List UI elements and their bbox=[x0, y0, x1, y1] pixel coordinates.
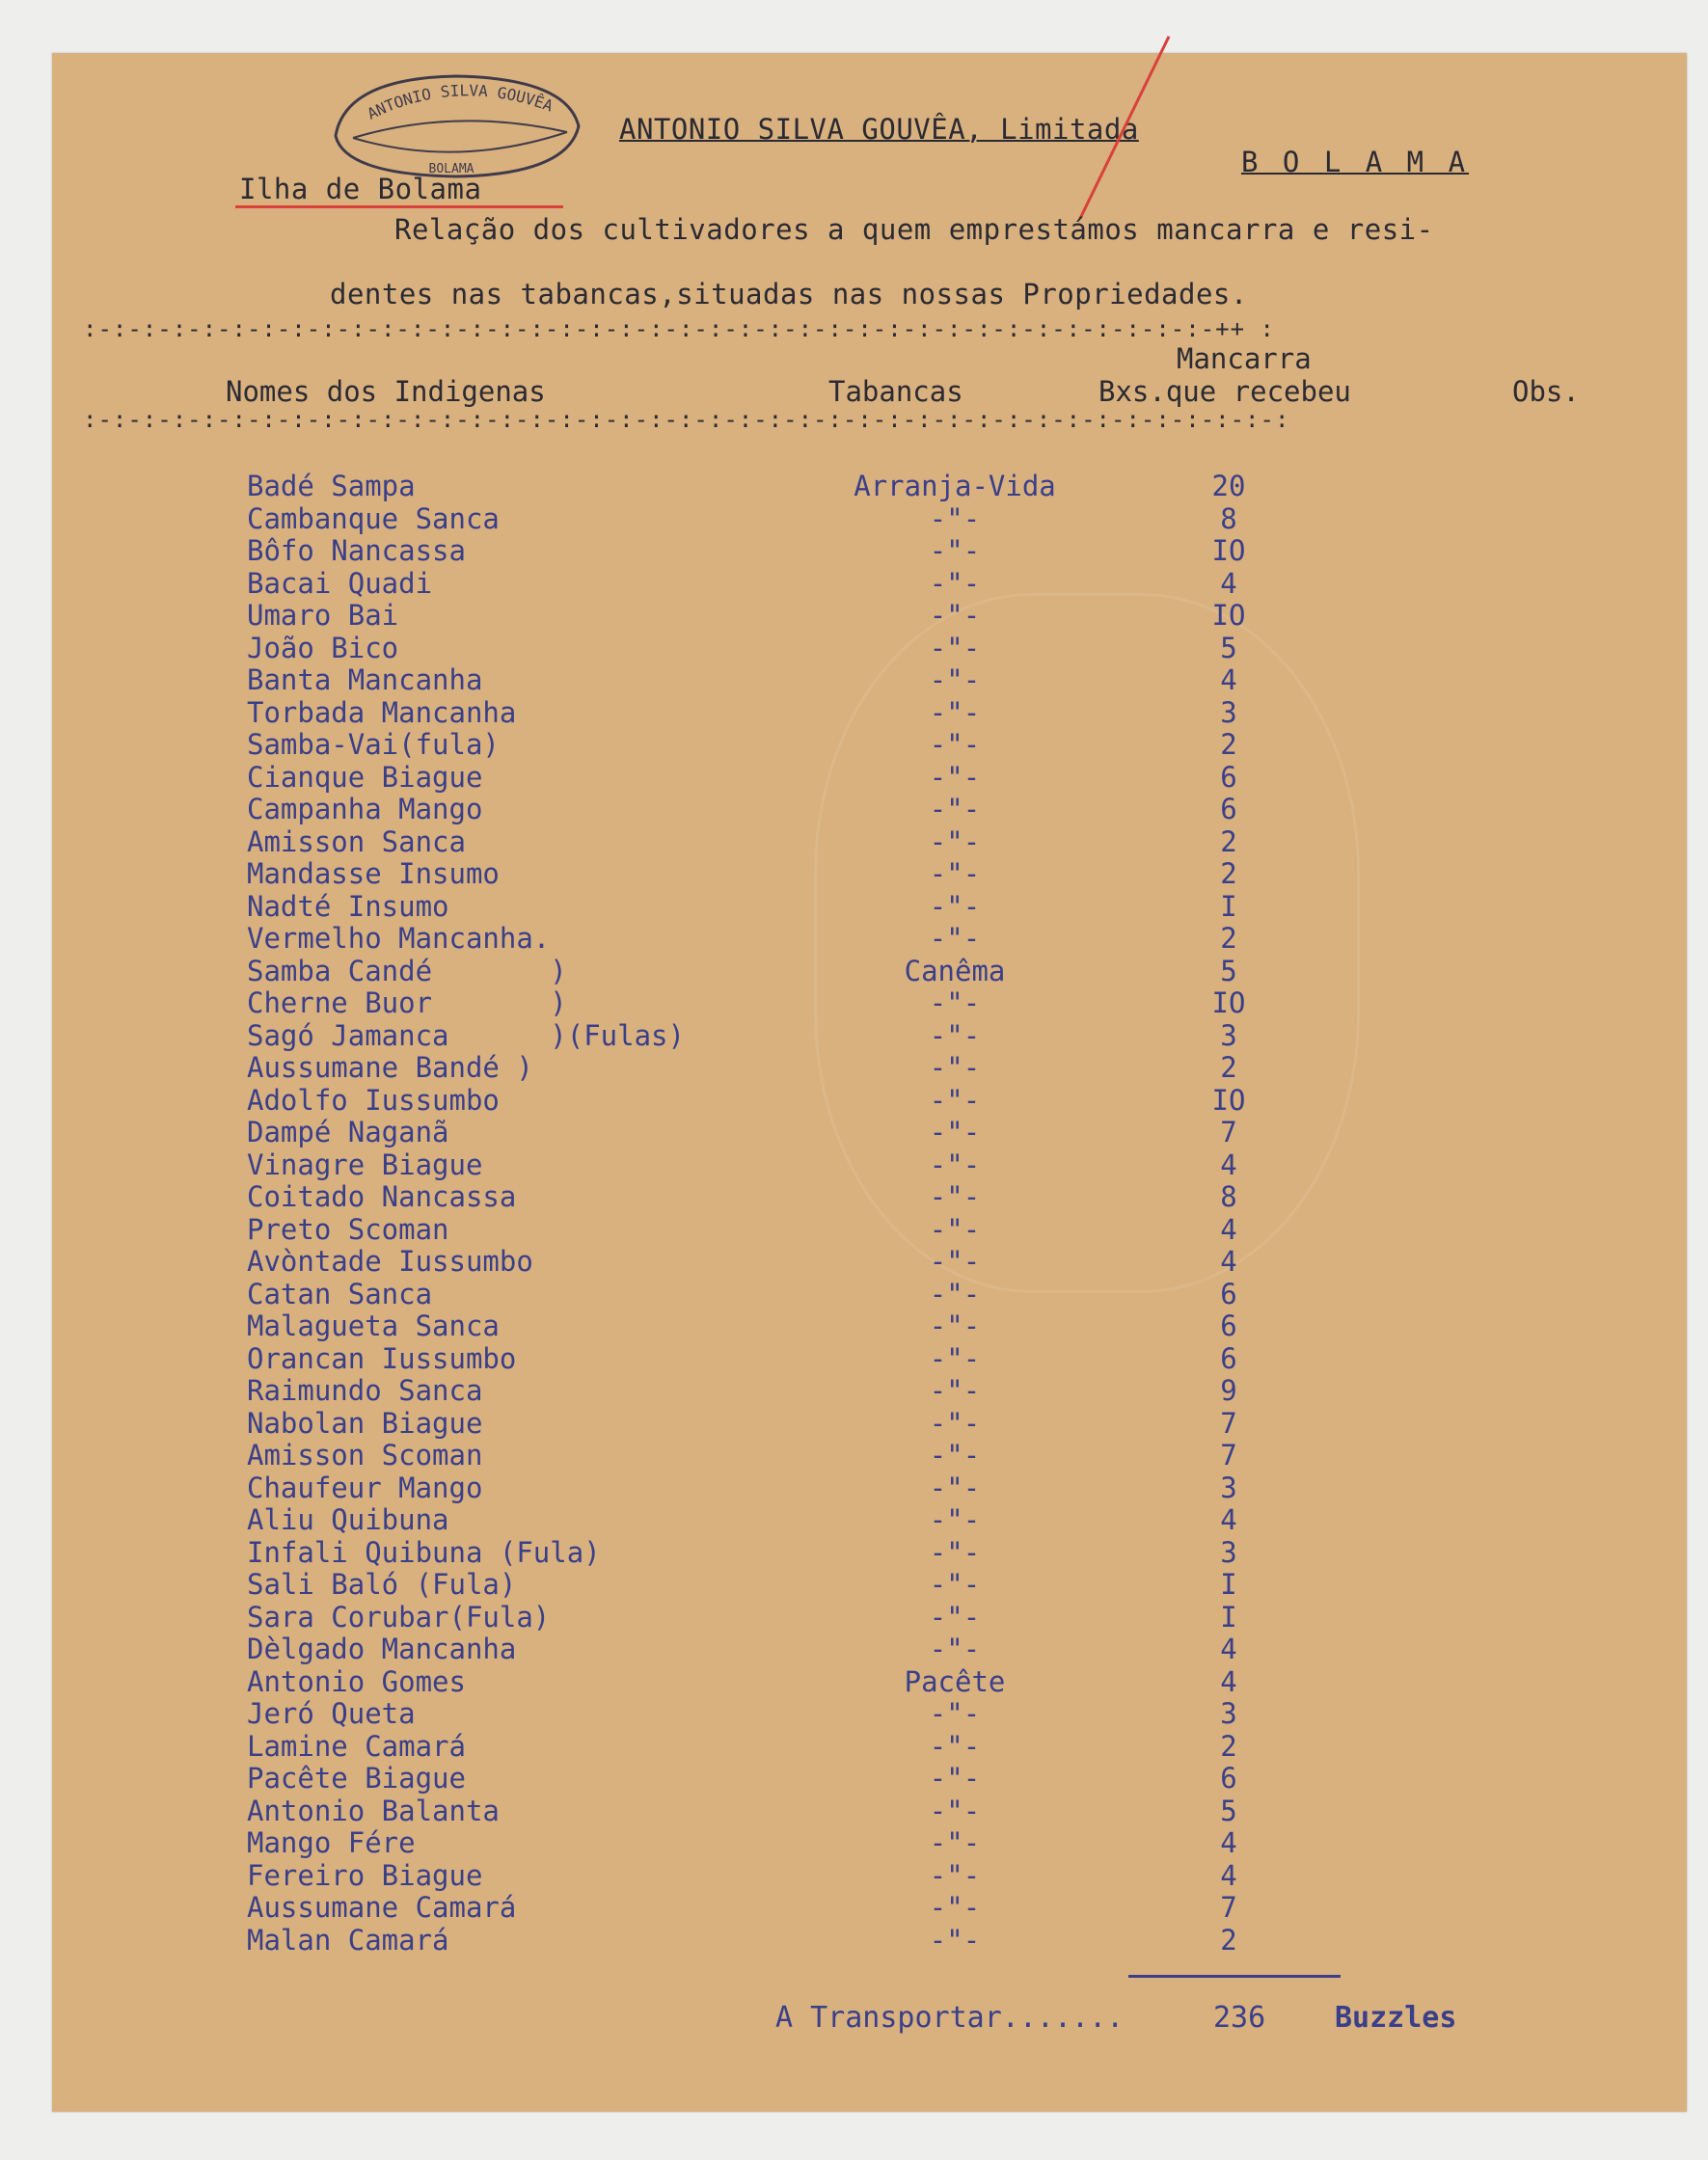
cultivator-name: Antonio Balanta bbox=[247, 1794, 500, 1827]
cultivator-name: João Bico bbox=[247, 631, 399, 664]
boxes-received: 4 bbox=[1220, 1148, 1237, 1181]
tabanca-name: -"- bbox=[929, 986, 981, 1019]
tabanca-name: -"- bbox=[929, 1923, 981, 1957]
cultivator-name: Cherne Buor ) bbox=[247, 986, 567, 1019]
table-row bbox=[52, 1342, 1687, 1374]
transport-total: 236 bbox=[1213, 2001, 1266, 2035]
tabanca-name: -"- bbox=[929, 793, 981, 825]
tabanca-name: -"- bbox=[929, 1794, 981, 1827]
table-row bbox=[52, 1472, 1687, 1503]
tabanca-name: -"- bbox=[929, 1341, 981, 1375]
boxes-received: I bbox=[1220, 1568, 1237, 1601]
boxes-received: 4 bbox=[1220, 1858, 1237, 1892]
table-row bbox=[52, 1697, 1687, 1729]
table-row bbox=[52, 470, 1687, 501]
table-row bbox=[52, 1278, 1687, 1310]
boxes-received: 8 bbox=[1220, 501, 1237, 535]
cultivator-name: Nabolan Biague bbox=[247, 1406, 483, 1440]
table-row bbox=[52, 567, 1687, 599]
transport-label: A Transportar....... bbox=[775, 2001, 1125, 2035]
cultivator-name: Sagó Jamanca )(Fulas) bbox=[247, 1018, 685, 1052]
boxes-received: 4 bbox=[1220, 1826, 1237, 1859]
tabanca-name: -"- bbox=[929, 1439, 981, 1472]
boxes-received: 4 bbox=[1220, 663, 1237, 696]
table-row bbox=[52, 1374, 1687, 1406]
boxes-received: 4 bbox=[1220, 566, 1237, 600]
table-row bbox=[52, 534, 1687, 566]
company-name: ANTONIO SILVA GOUVÊA, Limitada bbox=[619, 113, 1139, 146]
tabanca-name: -"- bbox=[929, 1083, 981, 1117]
cultivator-name: Aliu Quibuna bbox=[247, 1503, 449, 1536]
cultivator-name: Sara Corubar(Fula) bbox=[247, 1600, 551, 1634]
cultivator-name: Nadté Insumo bbox=[247, 889, 449, 923]
cultivator-name: Catan Sanca bbox=[247, 1277, 433, 1310]
table-row bbox=[52, 955, 1687, 986]
description-line-2: dentes nas tabancas,situadas nas nossas Propriedades. bbox=[330, 278, 1248, 310]
cultivator-name: Samba Candé ) bbox=[247, 954, 567, 987]
table-row bbox=[52, 1601, 1687, 1633]
description-line-1: Relação dos cultivadores a quem emprestámos mancarra e resi- bbox=[394, 213, 1434, 246]
place-name: Ilha de Bolama bbox=[239, 173, 482, 205]
cultivator-name: Preto Scoman bbox=[247, 1212, 449, 1246]
table-row bbox=[52, 1826, 1687, 1858]
cultivator-name: Vermelho Mancanha. bbox=[247, 922, 551, 955]
tabanca-name: -"- bbox=[929, 631, 981, 664]
tabanca-name: -"- bbox=[929, 1245, 981, 1278]
cultivator-name: Mango Fére bbox=[247, 1826, 416, 1859]
boxes-received: I bbox=[1220, 1600, 1237, 1634]
cultivator-name: Cambanque Sanca bbox=[247, 501, 500, 535]
boxes-received: 6 bbox=[1220, 793, 1237, 825]
cultivator-name: Badé Sampa bbox=[247, 470, 416, 502]
column-obs: Obs. bbox=[1512, 375, 1580, 408]
total-rule bbox=[1128, 1975, 1341, 1978]
tabanca-name: -"- bbox=[929, 1858, 981, 1892]
stamp-text: ANTONIO SILVA GOUVÊA bbox=[364, 81, 556, 123]
table-row bbox=[52, 1116, 1687, 1148]
boxes-received: IO bbox=[1211, 534, 1246, 567]
tabanca-name: -"- bbox=[929, 1503, 981, 1536]
red-underline bbox=[235, 205, 563, 208]
separator-bottom: :-:-:-:-:-:-:-:-:-:-:-:-:-:-:-:-:-:-:-:-:-:-:-:-:-:-:-:-:-:-:-:-:-:-:-:-:-:-:-:-: bbox=[83, 406, 1290, 433]
table-row bbox=[52, 696, 1687, 728]
column-tabancas: Tabancas bbox=[828, 375, 963, 408]
table-row bbox=[52, 728, 1687, 760]
stamp-subtext: BOLAMA bbox=[428, 162, 474, 176]
table-row bbox=[52, 1310, 1687, 1341]
boxes-received: 6 bbox=[1220, 1310, 1237, 1342]
svg-text:ANTONIO SILVA GOUVÊA bbox=[365, 81, 556, 122]
table-row bbox=[52, 1439, 1687, 1471]
cultivator-name: Lamine Camará bbox=[247, 1729, 466, 1763]
tabanca-name: -"- bbox=[929, 1018, 981, 1052]
tabanca-name: Arranja-Vida bbox=[854, 470, 1056, 502]
boxes-received: 2 bbox=[1220, 728, 1237, 761]
cultivator-name: Fereiro Biague bbox=[247, 1858, 483, 1892]
boxes-received: 8 bbox=[1220, 1180, 1237, 1213]
cultivator-name: Mandasse Insumo bbox=[247, 857, 500, 890]
boxes-received: 2 bbox=[1220, 922, 1237, 955]
table-row bbox=[52, 502, 1687, 534]
tabanca-name: -"- bbox=[929, 663, 981, 696]
boxes-received: 4 bbox=[1220, 1212, 1237, 1246]
cultivator-name: Vinagre Biague bbox=[247, 1148, 483, 1181]
boxes-received: 2 bbox=[1220, 1729, 1237, 1763]
column-names: Nomes dos Indigenas bbox=[226, 375, 546, 408]
table-row bbox=[52, 663, 1687, 695]
table-row bbox=[52, 825, 1687, 857]
boxes-received: 4 bbox=[1220, 1503, 1237, 1536]
tabanca-name: -"- bbox=[929, 1568, 981, 1601]
tabanca-name: -"- bbox=[929, 1148, 981, 1181]
tabanca-name: -"- bbox=[929, 1762, 981, 1795]
cultivator-name: Raimundo Sanca bbox=[247, 1374, 483, 1407]
boxes-received: 3 bbox=[1220, 1535, 1237, 1569]
table-row bbox=[52, 1730, 1687, 1762]
table-row bbox=[52, 1051, 1687, 1083]
tabanca-name: -"- bbox=[929, 1600, 981, 1634]
boxes-received: 2 bbox=[1220, 1923, 1237, 1957]
tabanca-name: -"- bbox=[929, 599, 981, 632]
tabanca-name: -"- bbox=[929, 922, 981, 955]
tabanca-name: -"- bbox=[929, 728, 981, 761]
boxes-received: 6 bbox=[1220, 760, 1237, 794]
tabanca-name: -"- bbox=[929, 889, 981, 923]
tabanca-name: -"- bbox=[929, 1697, 981, 1730]
boxes-received: 7 bbox=[1220, 1406, 1237, 1440]
boxes-received: 3 bbox=[1220, 1018, 1237, 1052]
boxes-received: 2 bbox=[1220, 1051, 1237, 1084]
company-stamp bbox=[326, 68, 586, 182]
table-row bbox=[52, 890, 1687, 922]
cultivator-name: Amisson Scoman bbox=[247, 1439, 483, 1472]
cultivator-name: Chaufeur Mango bbox=[247, 1471, 483, 1504]
tabanca-name: -"- bbox=[929, 824, 981, 858]
table-row bbox=[52, 1924, 1687, 1956]
tabanca-name: -"- bbox=[929, 695, 981, 729]
table-row bbox=[52, 857, 1687, 889]
tabanca-name: -"- bbox=[929, 566, 981, 600]
table-row bbox=[52, 1665, 1687, 1697]
cultivator-name: Bacai Quadi bbox=[247, 566, 433, 600]
boxes-received: 2 bbox=[1220, 857, 1237, 890]
cultivator-name: Cianque Biague bbox=[247, 760, 483, 794]
cultivator-name: Coitado Nancassa bbox=[247, 1180, 517, 1213]
document-sheet bbox=[52, 53, 1687, 2112]
table-row bbox=[52, 1536, 1687, 1568]
boxes-received: IO bbox=[1211, 599, 1246, 632]
cultivator-name: Pacête Biague bbox=[247, 1762, 466, 1795]
tabanca-name: -"- bbox=[929, 1051, 981, 1084]
cultivator-name: Torbada Mancanha bbox=[247, 695, 517, 729]
boxes-received: 7 bbox=[1220, 1891, 1237, 1924]
table-row bbox=[52, 1245, 1687, 1277]
tabanca-name: -"- bbox=[929, 1535, 981, 1569]
tabanca-name: Pacête bbox=[904, 1664, 1006, 1698]
boxes-received: 2 bbox=[1220, 824, 1237, 858]
boxes-received: IO bbox=[1211, 986, 1246, 1019]
tabanca-name: -"- bbox=[929, 857, 981, 890]
cultivator-name: Bôfo Nancassa bbox=[247, 534, 466, 567]
table-row bbox=[52, 1180, 1687, 1212]
boxes-received: I bbox=[1220, 889, 1237, 923]
cultivator-name: Malagueta Sanca bbox=[247, 1310, 500, 1342]
table-row bbox=[52, 1859, 1687, 1891]
tabanca-name: -"- bbox=[929, 1729, 981, 1763]
cultivator-name: Umaro Bai bbox=[247, 599, 399, 632]
cultivator-name: Dampé Naganã bbox=[247, 1116, 449, 1148]
tabanca-name: -"- bbox=[929, 760, 981, 794]
cultivator-name: Amisson Sanca bbox=[247, 824, 466, 858]
tabanca-name: -"- bbox=[929, 1633, 981, 1665]
table-row bbox=[52, 922, 1687, 954]
separator-top: :-:-:-:-:-:-:-:-:-:-:-:-:-:-:-:-:-:-:-:-:-:-:-:-:-:-:-:-:-:-:-:-:-:-:-:-:-:-++ : bbox=[83, 315, 1275, 342]
table-row bbox=[52, 1762, 1687, 1794]
transport-unit: Buzzles bbox=[1335, 2001, 1457, 2035]
boxes-received: 7 bbox=[1220, 1439, 1237, 1472]
table-row bbox=[52, 793, 1687, 824]
cultivator-name: Infali Quibuna (Fula) bbox=[247, 1535, 601, 1569]
boxes-received: 9 bbox=[1220, 1374, 1237, 1407]
table-row bbox=[52, 599, 1687, 631]
table-row bbox=[52, 1568, 1687, 1600]
table-row bbox=[52, 1213, 1687, 1245]
boxes-received: 5 bbox=[1220, 1794, 1237, 1827]
cultivator-name: Antonio Gomes bbox=[247, 1664, 466, 1698]
tabanca-name: -"- bbox=[929, 534, 981, 567]
table-row bbox=[52, 1084, 1687, 1116]
tabanca-name: -"- bbox=[929, 1374, 981, 1407]
table-row bbox=[52, 1503, 1687, 1535]
tabanca-name: -"- bbox=[929, 1826, 981, 1859]
boxes-received: 6 bbox=[1220, 1762, 1237, 1795]
boxes-received: 4 bbox=[1220, 1664, 1237, 1698]
cultivator-name: Malan Camará bbox=[247, 1923, 449, 1957]
table-row bbox=[52, 632, 1687, 663]
boxes-received: 20 bbox=[1211, 470, 1246, 502]
tabanca-name: -"- bbox=[929, 1277, 981, 1310]
column-mancarra: Mancarra bbox=[1177, 342, 1312, 375]
table-row bbox=[52, 1407, 1687, 1439]
boxes-received: 4 bbox=[1220, 1245, 1237, 1278]
cultivator-name: Jeró Queta bbox=[247, 1697, 416, 1730]
cultivator-name: Adolfo Iussumbo bbox=[247, 1083, 500, 1117]
table-row bbox=[52, 1891, 1687, 1923]
cultivator-name: Banta Mancanha bbox=[247, 663, 483, 696]
tabanca-name: -"- bbox=[929, 1891, 981, 1924]
table-row bbox=[52, 1633, 1687, 1664]
boxes-received: IO bbox=[1211, 1083, 1246, 1117]
cultivator-name: Aussumane Camará bbox=[247, 1891, 517, 1924]
tabanca-name: Canêma bbox=[904, 954, 1006, 987]
boxes-received: 7 bbox=[1220, 1116, 1237, 1148]
tabanca-name: -"- bbox=[929, 1212, 981, 1246]
tabanca-name: -"- bbox=[929, 1406, 981, 1440]
city-name: B O L A M A bbox=[1241, 146, 1470, 178]
boxes-received: 3 bbox=[1220, 1697, 1237, 1730]
cultivator-name: Samba-Vai(fula) bbox=[247, 728, 500, 761]
cultivator-name: Avòntade Iussumbo bbox=[247, 1245, 533, 1278]
table-row bbox=[52, 1019, 1687, 1051]
boxes-received: 5 bbox=[1220, 954, 1237, 987]
cultivator-name: Campanha Mango bbox=[247, 793, 483, 825]
boxes-received: 6 bbox=[1220, 1277, 1237, 1310]
tabanca-name: -"- bbox=[929, 1310, 981, 1342]
table-row bbox=[52, 986, 1687, 1018]
cultivator-name: Orancan Iussumbo bbox=[247, 1341, 517, 1375]
column-boxes: Bxs.que recebeu bbox=[1098, 375, 1351, 408]
tabanca-name: -"- bbox=[929, 1180, 981, 1213]
boxes-received: 4 bbox=[1220, 1633, 1237, 1665]
table-row bbox=[52, 761, 1687, 793]
boxes-received: 3 bbox=[1220, 695, 1237, 729]
boxes-received: 5 bbox=[1220, 631, 1237, 664]
tabanca-name: -"- bbox=[929, 1471, 981, 1504]
cultivator-name: Aussumane Bandé ) bbox=[247, 1051, 533, 1084]
table-row bbox=[52, 1148, 1687, 1180]
cultivator-name: Dèlgado Mancanha bbox=[247, 1633, 517, 1665]
boxes-received: 6 bbox=[1220, 1341, 1237, 1375]
tabanca-name: -"- bbox=[929, 1116, 981, 1148]
tabanca-name: -"- bbox=[929, 501, 981, 535]
table-row bbox=[52, 1795, 1687, 1826]
boxes-received: 3 bbox=[1220, 1471, 1237, 1504]
cultivator-name: Sali Baló (Fula) bbox=[247, 1568, 517, 1601]
